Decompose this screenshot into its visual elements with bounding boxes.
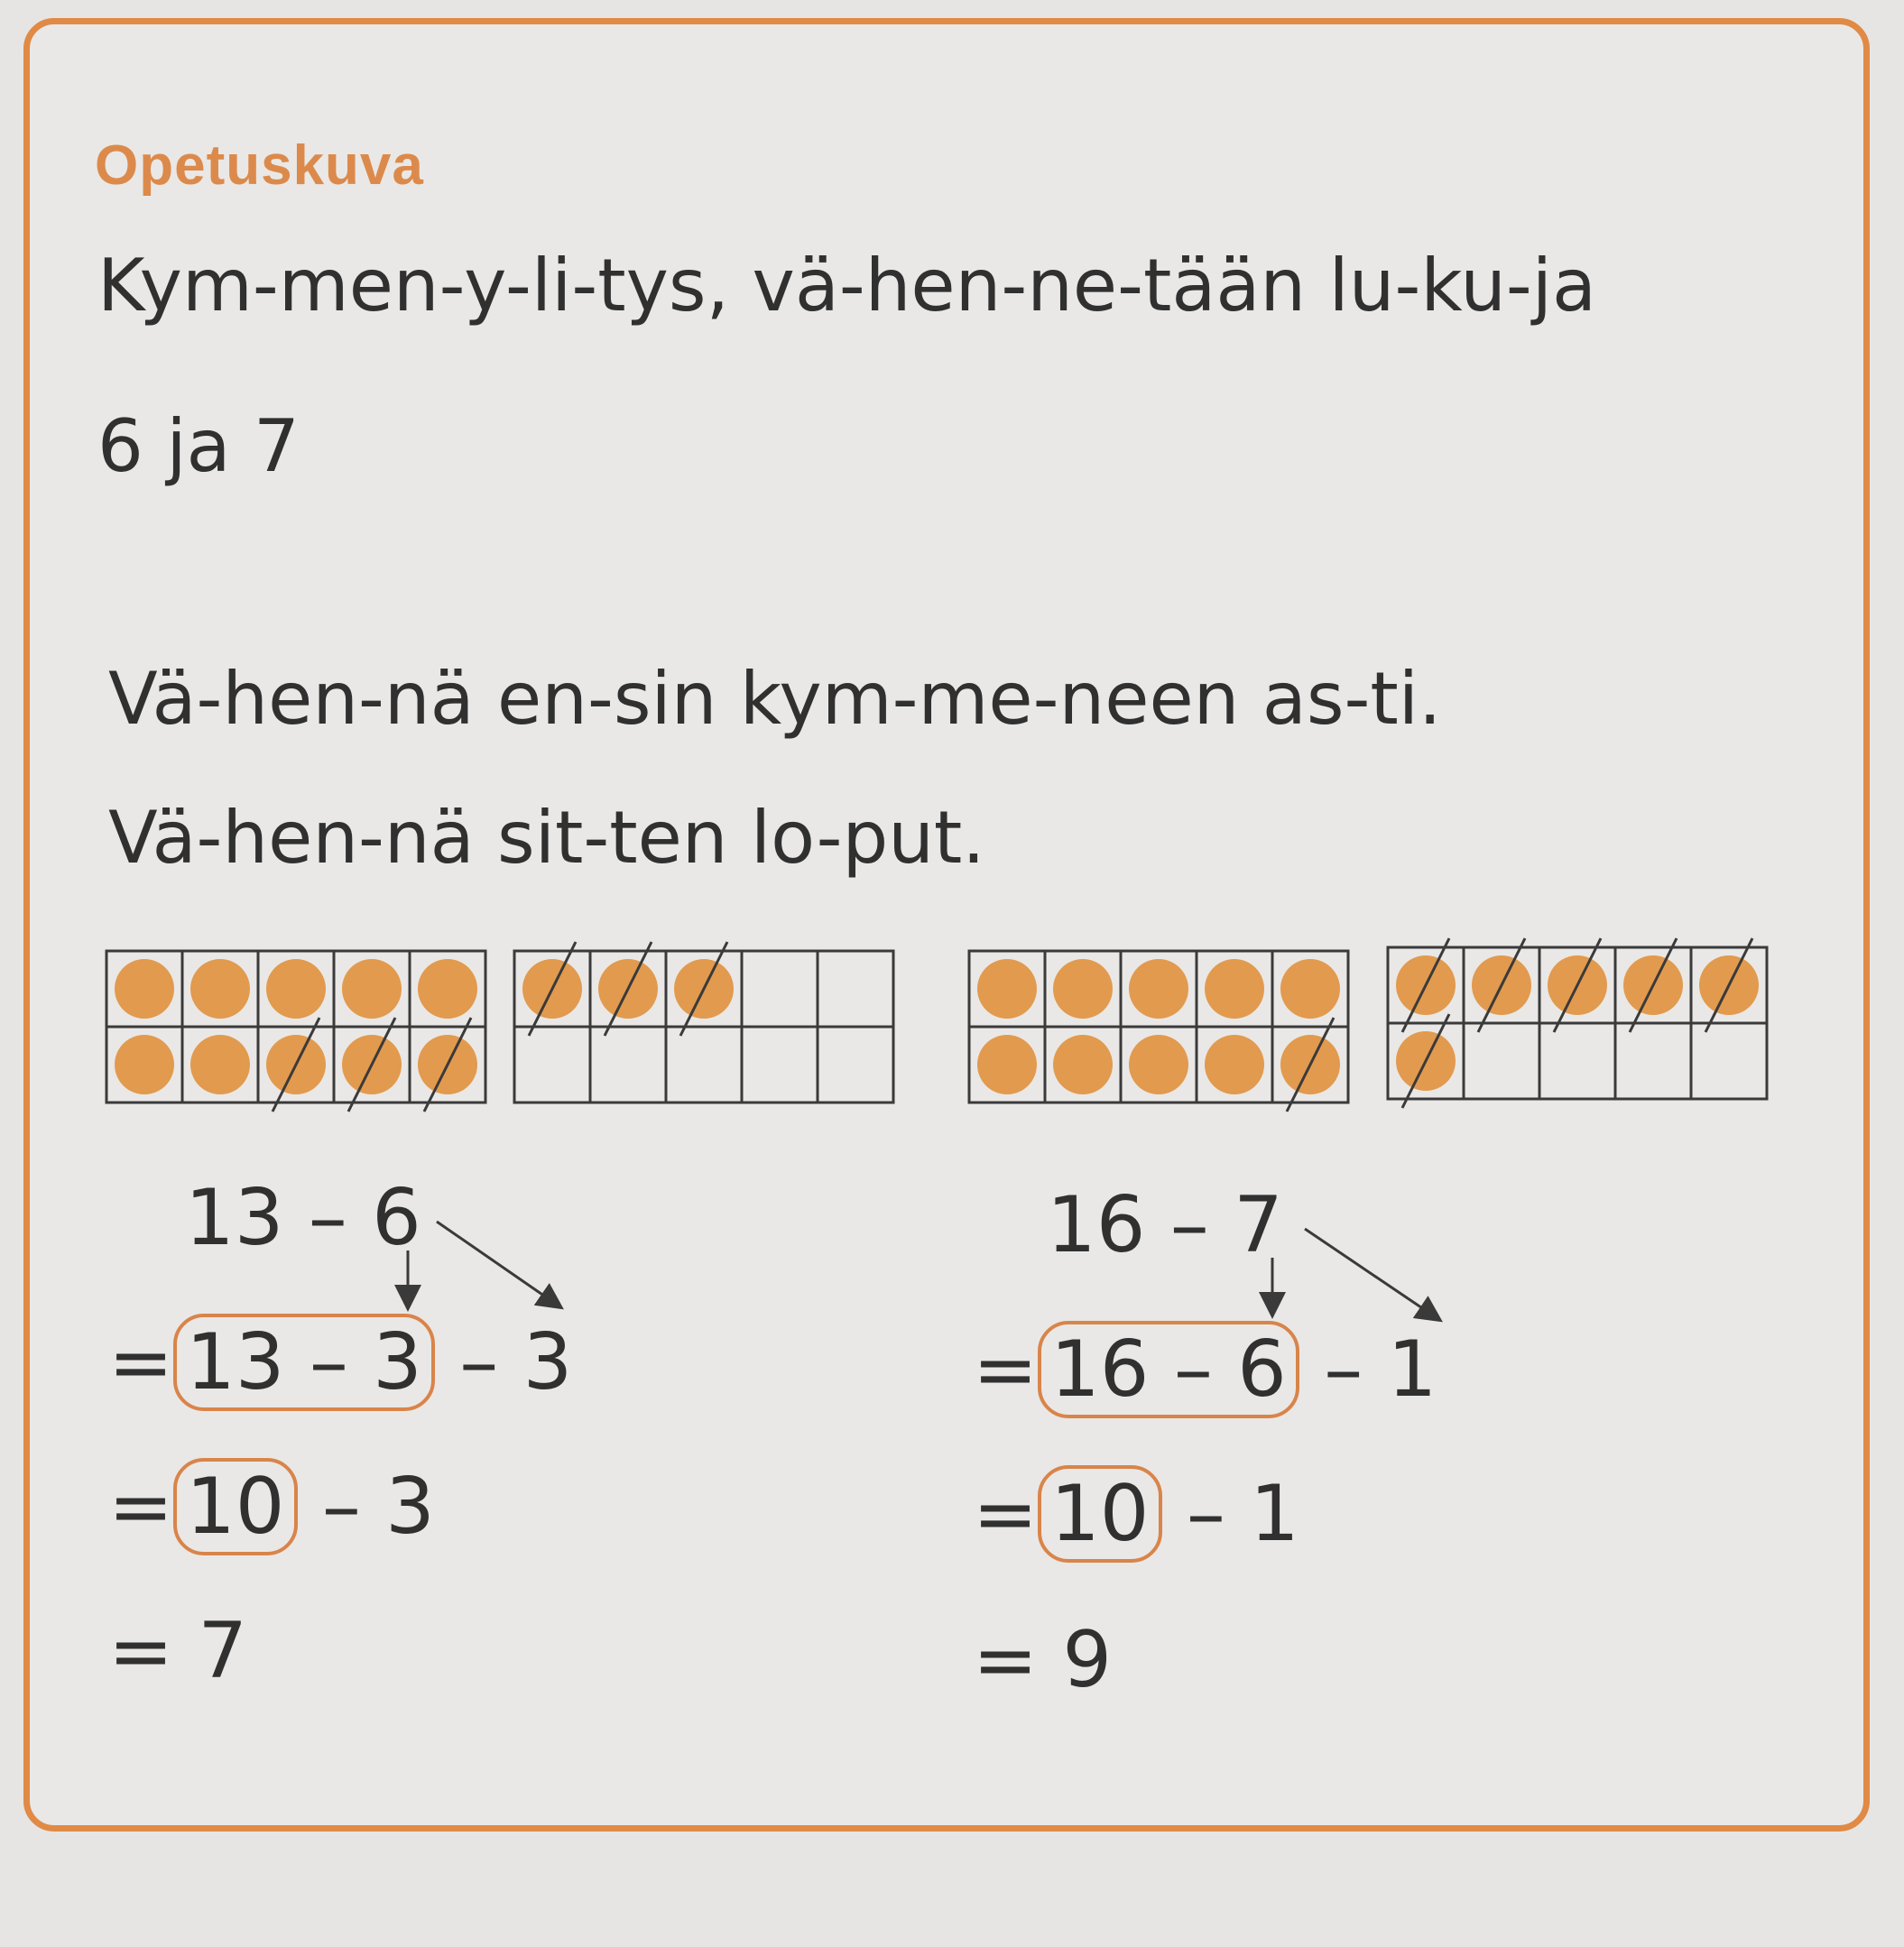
ten-frame-cell	[818, 951, 893, 1027]
problem-1-operator: –	[308, 1173, 347, 1263]
remainder-term: – 1	[1324, 1324, 1437, 1415]
remainder-term: – 3	[459, 1317, 573, 1407]
step-1-line-1	[108, 1317, 572, 1407]
counter-dot	[342, 959, 402, 1019]
problem-2	[1047, 1180, 1283, 1270]
counter-dot	[1280, 959, 1340, 1019]
counter-dot	[115, 1035, 174, 1094]
step-2-line-2	[973, 1469, 1299, 1559]
result-2: = 9	[973, 1615, 1113, 1705]
equals-sign: =	[108, 1317, 174, 1407]
counter-dot	[977, 959, 1037, 1019]
highlight-ten: 10	[173, 1458, 297, 1555]
counter-dot	[266, 959, 326, 1019]
instruction-2: Vä-hen-nä sit-ten lo-put.	[108, 796, 985, 880]
remainder-term: – 1	[1186, 1469, 1299, 1559]
counter-dot	[1053, 1035, 1113, 1094]
ten-frame-cell	[1691, 1023, 1767, 1099]
ten-frames-example-2	[969, 938, 1767, 1112]
instruction-1: Vä-hen-nä en-sin kym-me-neen as-ti.	[108, 657, 1442, 741]
step-1-line-2	[973, 1324, 1437, 1415]
counter-dot	[1129, 1035, 1188, 1094]
problem-1-subtrahend: 6	[372, 1173, 421, 1263]
step-2-line-1	[108, 1462, 435, 1552]
highlight-group: 16 – 6	[1038, 1321, 1299, 1418]
counter-dot	[1205, 1035, 1264, 1094]
counter-dot	[190, 1035, 250, 1094]
equals-sign: =	[108, 1462, 174, 1552]
ten-frame-cell	[514, 1027, 590, 1103]
problem-1-minuend: 13	[185, 1173, 284, 1263]
problem-2-operator: –	[1169, 1180, 1209, 1270]
counter-dot	[1053, 959, 1113, 1019]
counter-dot	[115, 959, 174, 1019]
ten-frame-cell	[666, 1027, 742, 1103]
result-1: = 7	[108, 1606, 248, 1696]
ten-frame-cell	[1615, 1023, 1691, 1099]
title-line-2: 6 ja 7	[97, 404, 300, 488]
counter-dot	[190, 959, 250, 1019]
problem-2-minuend: 16	[1047, 1180, 1146, 1270]
ten-frame-cell	[742, 951, 818, 1027]
counter-dot	[1129, 959, 1188, 1019]
title-line-1: Kym-men-y-li-tys, vä-hen-ne-tään lu-ku-ja	[97, 244, 1597, 328]
ten-frame-cell	[818, 1027, 893, 1103]
counter-dot	[1205, 959, 1264, 1019]
ten-frames-example-1	[106, 942, 893, 1112]
equals-sign: =	[973, 1469, 1039, 1559]
arrow-diag-1	[437, 1222, 559, 1306]
remainder-term: – 3	[321, 1462, 435, 1552]
ten-frame-cell	[590, 1027, 666, 1103]
ten-frame-cell	[1539, 1023, 1615, 1099]
equals-sign: =	[973, 1324, 1039, 1415]
ten-frame-cell	[742, 1027, 818, 1103]
section-label: Opetuskuva	[95, 134, 424, 197]
counter-dot	[977, 1035, 1037, 1094]
arrow-diag-2	[1305, 1229, 1438, 1319]
problem-2-subtrahend: 7	[1234, 1180, 1283, 1270]
counter-dot	[418, 959, 477, 1019]
ten-frame-cell	[1464, 1023, 1539, 1099]
problem-1	[185, 1173, 421, 1263]
highlight-group: 13 – 3	[173, 1314, 435, 1411]
highlight-ten: 10	[1038, 1465, 1161, 1563]
